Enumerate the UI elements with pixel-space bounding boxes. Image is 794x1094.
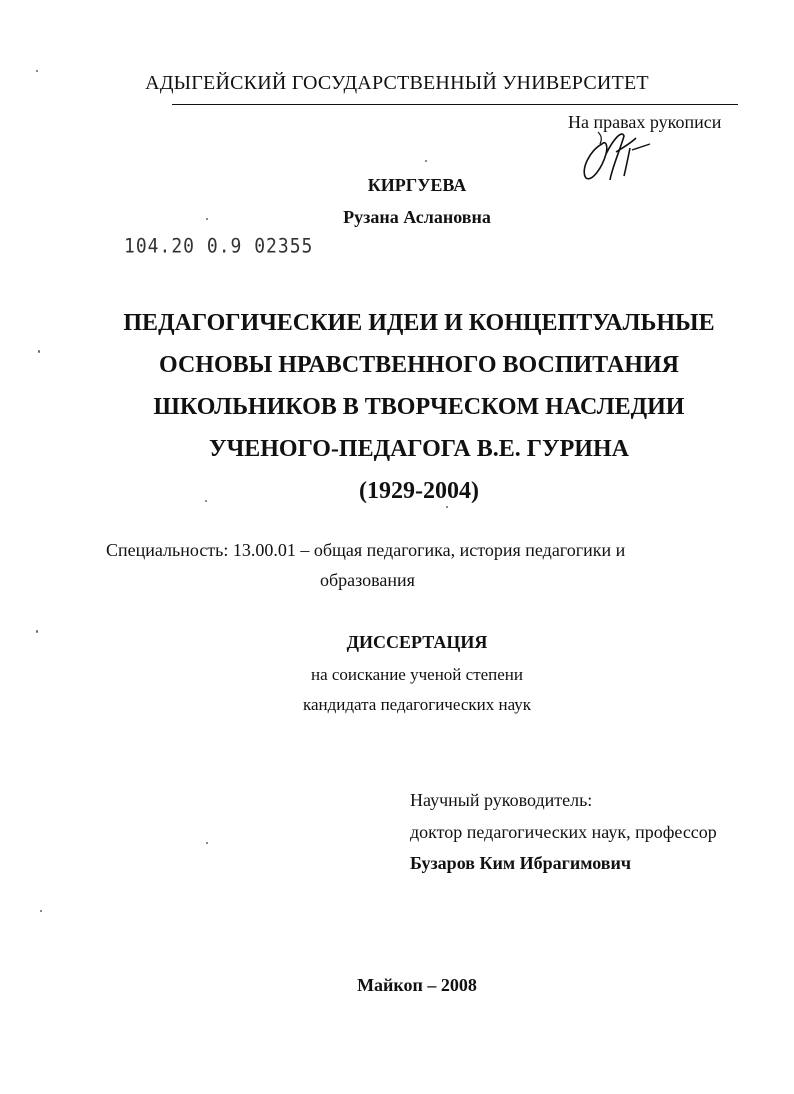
advisor-label: Научный руководитель: <box>410 790 593 810</box>
registry-stamp: 104.20 0.9 02355 <box>124 234 314 259</box>
specialty-line-continued: образования <box>320 570 415 590</box>
title-line: ОСНОВЫ НРАВСТВЕННОГО ВОСПИТАНИЯ <box>159 352 679 378</box>
degree-sought-line: на соискание ученой степени <box>310 665 524 684</box>
scan-speck <box>206 218 208 220</box>
scan-speck <box>36 70 38 72</box>
title-line: ПЕДАГОГИЧЕСКИЕ ИДЕИ И КОНЦЕПТУАЛЬНЫЕ <box>123 310 715 336</box>
scan-speck <box>446 506 448 508</box>
university-name: АДЫГЕЙСКИЙ ГОСУДАРСТВЕННЫЙ УНИВЕРСИТЕТ <box>145 72 649 94</box>
title-line: УЧЕНОГО-ПЕДАГОГА В.Е. ГУРИНА <box>209 436 629 462</box>
dissertation-title <box>60 302 778 512</box>
author-surname: КИРГУЕВА <box>367 175 467 195</box>
scan-speck <box>205 500 207 502</box>
author-given-names: Рузана Аслановна <box>343 207 491 227</box>
scan-speck <box>40 910 42 912</box>
scan-speck <box>425 160 427 162</box>
degree-name-line: кандидата педагогических наук <box>302 695 532 714</box>
specialty-line: Специальность: 13.00.01 – общая педагогика, история педагогики и <box>106 540 626 560</box>
advisor-name: Бузаров Ким Ибрагимович <box>410 853 632 873</box>
place-and-year: Майкоп – 2008 <box>357 975 477 995</box>
scan-speck <box>38 350 40 353</box>
header-divider <box>172 104 738 105</box>
scan-speck <box>206 842 208 844</box>
manuscript-note: На правах рукописи <box>568 112 722 132</box>
dissertation-heading: ДИССЕРТАЦИЯ <box>346 632 488 652</box>
scan-speck <box>36 630 38 633</box>
title-years: (1929-2004) <box>359 478 479 504</box>
advisor-degree: доктор педагогических наук, профессор <box>410 822 717 842</box>
title-line: ШКОЛЬНИКОВ В ТВОРЧЕСКОМ НАСЛЕДИИ <box>153 394 685 420</box>
